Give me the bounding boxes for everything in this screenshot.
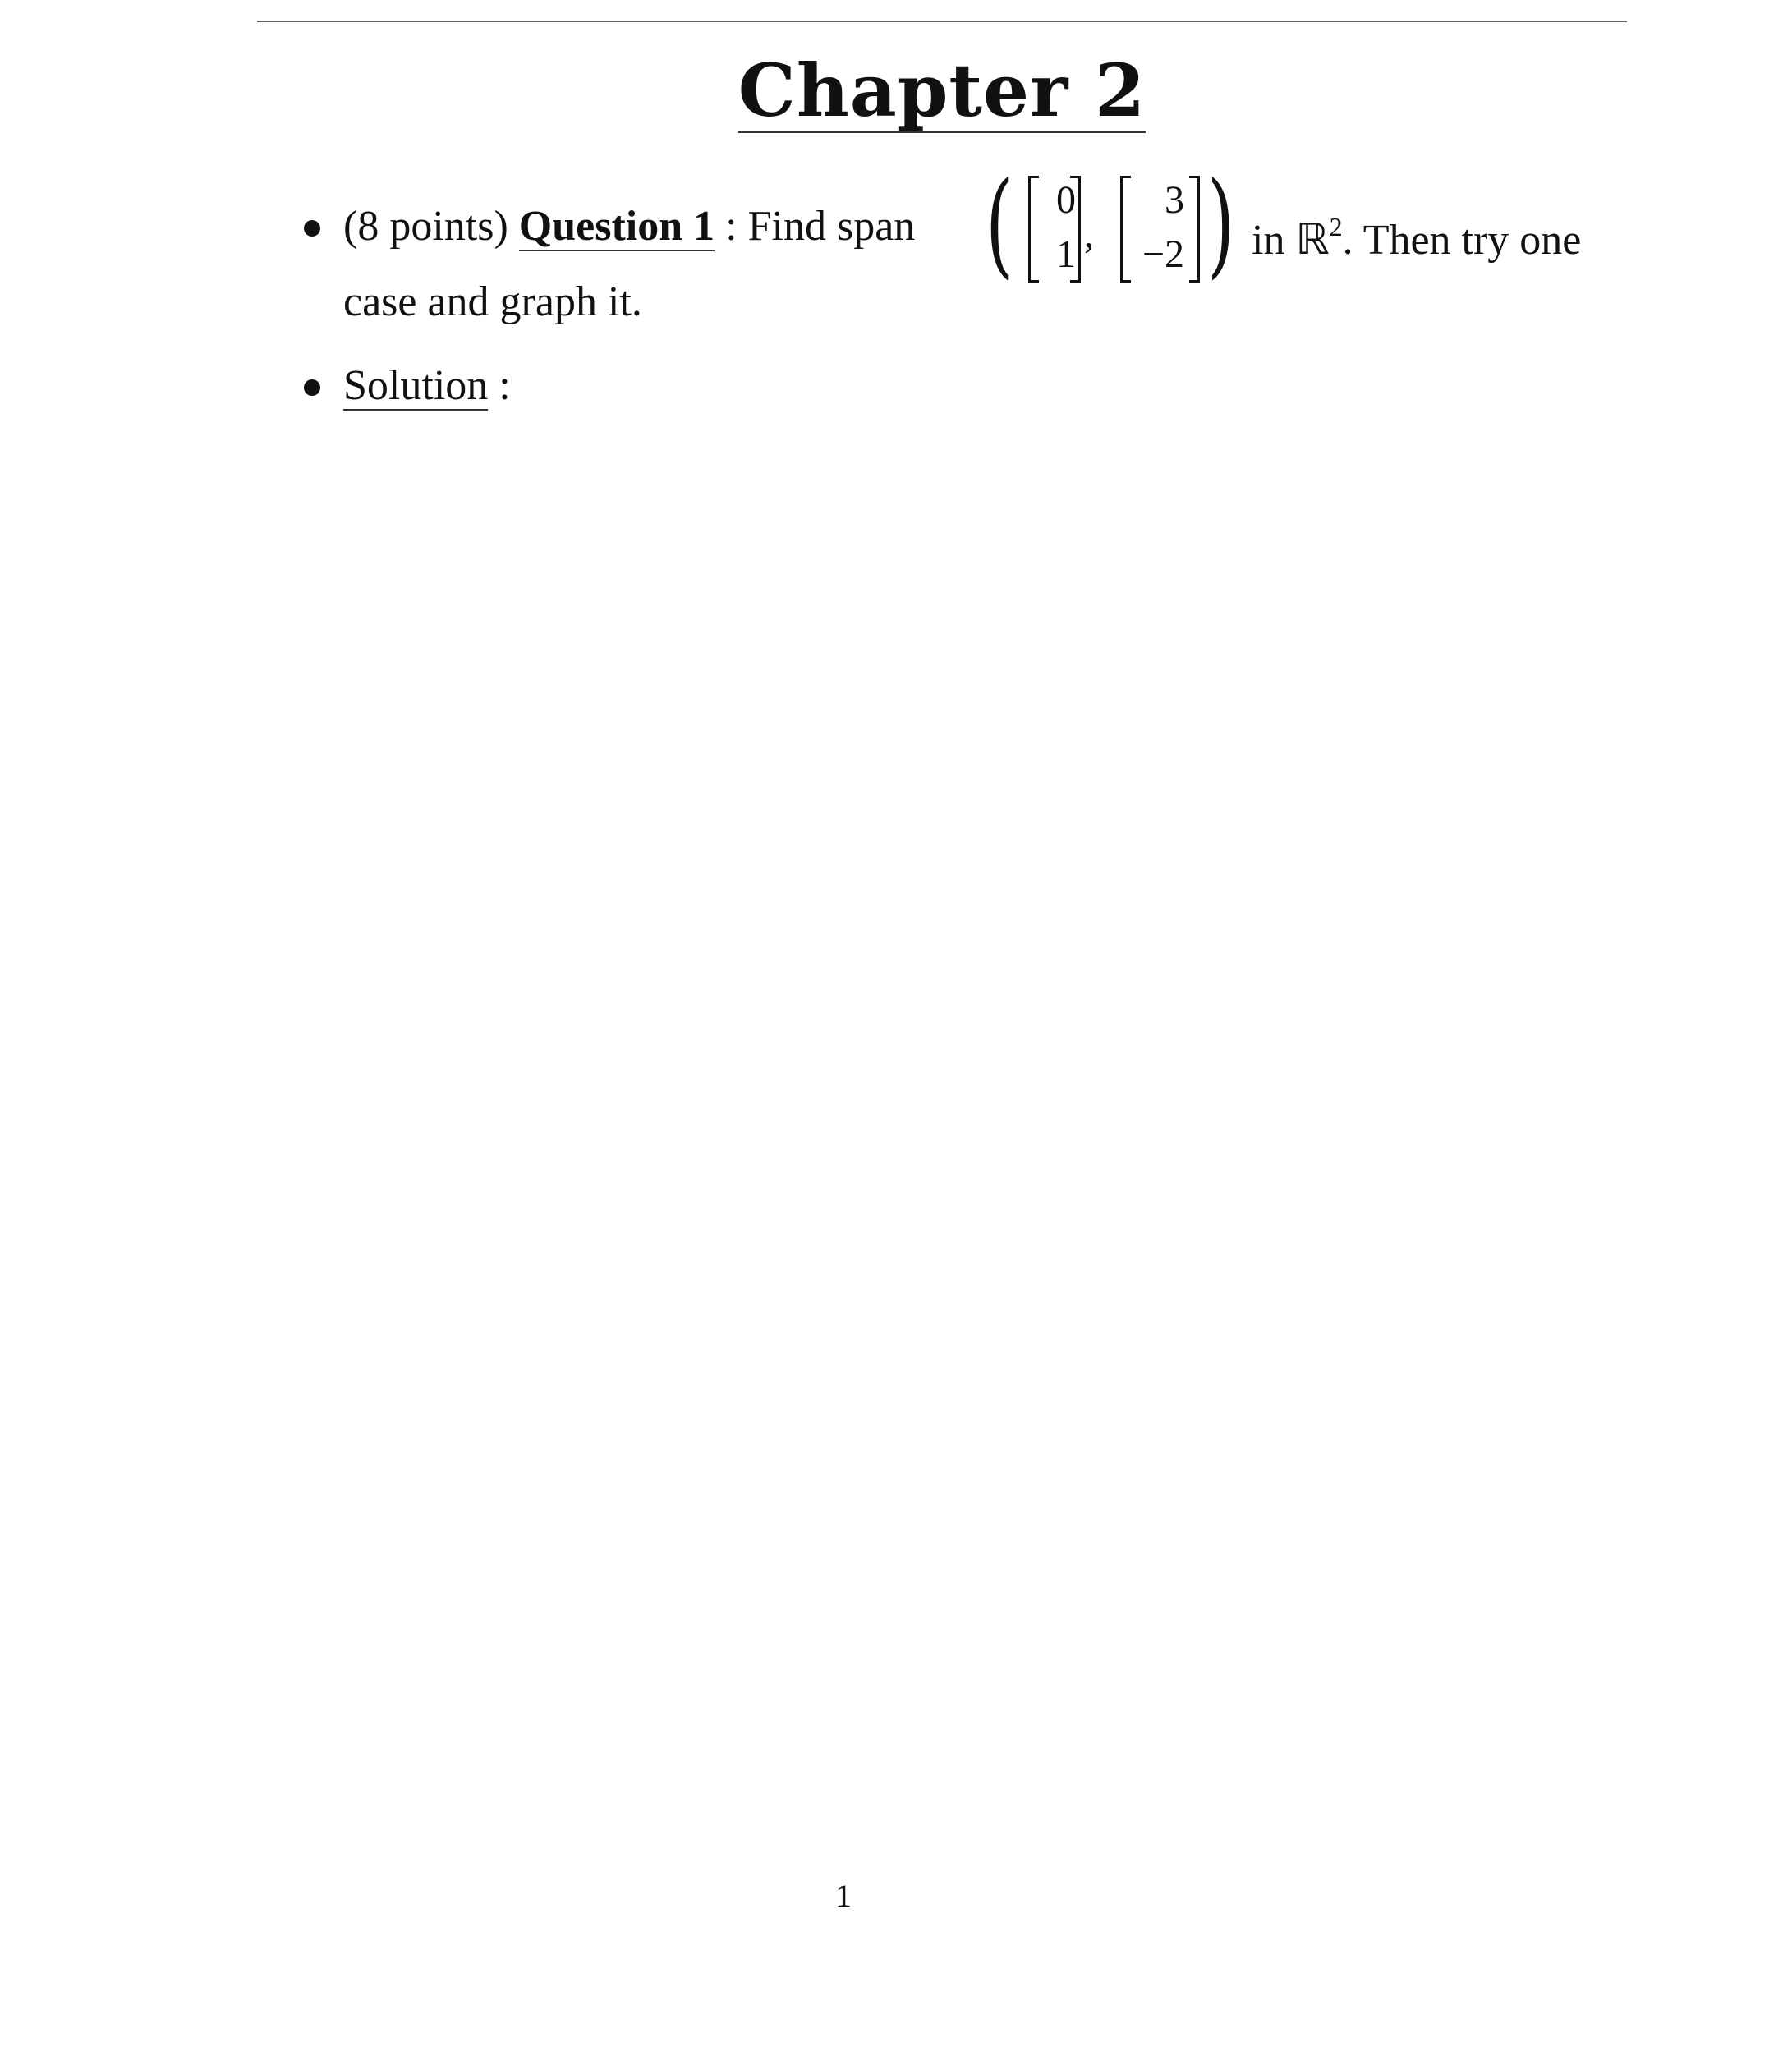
right-paren: ) — [1207, 158, 1235, 290]
question-bullet — [304, 220, 320, 237]
vector1-entry-2: 1 — [1056, 232, 1076, 276]
vector2-entry-1: 3 — [1165, 178, 1184, 222]
question-prefix: Find span — [747, 203, 916, 250]
question-suffix: . Then try one — [1342, 217, 1582, 264]
question-in: in — [1252, 217, 1285, 264]
vector2-right-bracket — [1189, 176, 1200, 283]
question-continuation: case and graph it. — [343, 278, 642, 325]
vector2-entry-2: −2 — [1142, 232, 1184, 276]
question-line-2 — [343, 278, 642, 327]
question-line-1-tail — [1252, 202, 1581, 265]
question-colon: : — [725, 203, 737, 250]
page-number: 1 — [835, 1877, 852, 1914]
question-points: (8 points) — [343, 203, 508, 250]
left-paren: ( — [986, 158, 1013, 290]
solution-line — [343, 361, 511, 411]
vector1-right-bracket — [1070, 176, 1081, 283]
space-exponent: 2 — [1329, 212, 1343, 241]
solution-bullet — [304, 379, 320, 396]
solution-colon: : — [499, 362, 511, 409]
question-line-1 — [343, 202, 915, 251]
top-rule — [257, 21, 1627, 22]
question-label: Question 1 — [518, 203, 715, 250]
vector-separator: , — [1084, 213, 1094, 256]
vector1-entry-1: 0 — [1056, 178, 1076, 222]
page-title — [0, 45, 1792, 136]
chapter-heading: Chapter 2 — [737, 48, 1146, 133]
real-space-symbol: ℝ — [1295, 217, 1330, 264]
solution-label: Solution — [343, 362, 489, 409]
